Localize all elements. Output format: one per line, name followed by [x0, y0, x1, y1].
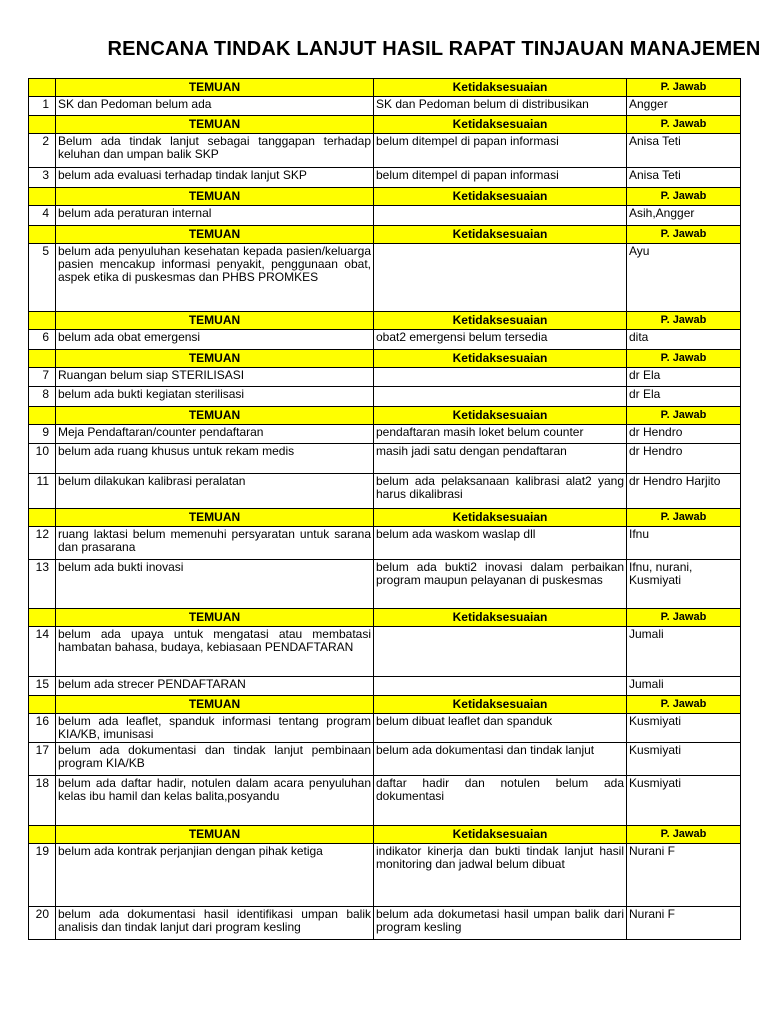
table-row: [29, 244, 741, 312]
header-pjawab: P. Jawab: [627, 350, 741, 368]
row-number: 9: [29, 425, 56, 444]
header-pjawab: P. Jawab: [627, 79, 741, 97]
temuan-cell: belum ada evaluasi terhadap tindak lanjut SKP: [56, 168, 374, 188]
header-no-cell: [29, 407, 56, 425]
header-no-cell: [29, 826, 56, 844]
ketidaksesuaian-cell: [374, 627, 627, 677]
pjawab-cell: Anisa Teti: [627, 134, 741, 168]
ketidaksesuaian-cell: [374, 244, 627, 312]
header-ketidaksesuaian: Ketidaksesuaian: [374, 826, 627, 844]
header-ketidaksesuaian: Ketidaksesuaian: [374, 188, 627, 206]
header-temuan: TEMUAN: [56, 509, 374, 527]
header-ketidaksesuaian: Ketidaksesuaian: [374, 509, 627, 527]
temuan-cell: belum ada bukti kegiatan sterilisasi: [56, 387, 374, 407]
pjawab-cell: dita: [627, 330, 741, 350]
table-row: [29, 714, 741, 743]
header-temuan: TEMUAN: [56, 116, 374, 134]
header-row: [29, 79, 741, 97]
row-number: 20: [29, 907, 56, 940]
pjawab-cell: dr Ela: [627, 368, 741, 387]
header-temuan: TEMUAN: [56, 696, 374, 714]
row-number: 16: [29, 714, 56, 743]
page-title-text: RENCANA TINDAK LANJUT HASIL RAPAT TINJAUAN MANAJEMEN: [107, 38, 761, 60]
ketidaksesuaian-cell: obat2 emergensi belum tersedia: [374, 330, 627, 350]
header-row: [29, 188, 741, 206]
temuan-cell: belum ada upaya untuk mengatasi atau membatasi hambatan bahasa, budaya, kebiasaan PENDAFTARAN: [56, 627, 374, 677]
temuan-cell: belum ada peraturan internal: [56, 206, 374, 226]
pjawab-cell: Nurani F: [627, 844, 741, 907]
header-no-cell: [29, 312, 56, 330]
temuan-cell: Belum ada tindak lanjut sebagai tanggapan terhadap keluhan dan umpan balik SKP: [56, 134, 374, 168]
pjawab-cell: Nurani F: [627, 907, 741, 940]
table-row: [29, 330, 741, 350]
header-temuan: TEMUAN: [56, 312, 374, 330]
pjawab-cell: dr Hendro: [627, 425, 741, 444]
header-pjawab: P. Jawab: [627, 696, 741, 714]
pjawab-cell: Kusmiyati: [627, 743, 741, 776]
ketidaksesuaian-cell: belum ada dokumentasi dan tindak lanjut: [374, 743, 627, 776]
ketidaksesuaian-cell: daftar hadir dan notulen belum ada dokumentasi: [374, 776, 627, 826]
temuan-cell: belum ada strecer PENDAFTARAN: [56, 677, 374, 696]
ketidaksesuaian-cell: belum ada waskom waslap dll: [374, 527, 627, 560]
table-row: [29, 387, 741, 407]
table-row: [29, 560, 741, 609]
header-temuan: TEMUAN: [56, 826, 374, 844]
table-row: [29, 97, 741, 116]
findings-table: [28, 78, 741, 940]
pjawab-cell: Ayu: [627, 244, 741, 312]
row-number: 13: [29, 560, 56, 609]
header-row: [29, 609, 741, 627]
table-row: [29, 425, 741, 444]
table-row: [29, 776, 741, 826]
header-no-cell: [29, 696, 56, 714]
header-no-cell: [29, 116, 56, 134]
table-row: [29, 368, 741, 387]
pjawab-cell: Anisa Teti: [627, 168, 741, 188]
header-temuan: TEMUAN: [56, 188, 374, 206]
header-temuan: TEMUAN: [56, 226, 374, 244]
header-row: [29, 696, 741, 714]
row-number: 5: [29, 244, 56, 312]
header-temuan: TEMUAN: [56, 407, 374, 425]
header-row: [29, 826, 741, 844]
header-row: [29, 226, 741, 244]
pjawab-cell: Kusmiyati: [627, 714, 741, 743]
temuan-cell: SK dan Pedoman belum ada: [56, 97, 374, 116]
pjawab-cell: Ifnu: [627, 527, 741, 560]
row-number: 6: [29, 330, 56, 350]
header-row: [29, 509, 741, 527]
pjawab-cell: dr Hendro Harjito: [627, 474, 741, 509]
ketidaksesuaian-cell: [374, 206, 627, 226]
header-pjawab: P. Jawab: [627, 188, 741, 206]
table-row: [29, 444, 741, 474]
page-title: [0, 38, 768, 61]
row-number: 19: [29, 844, 56, 907]
ketidaksesuaian-cell: pendaftaran masih loket belum counter: [374, 425, 627, 444]
table-row: [29, 743, 741, 776]
ketidaksesuaian-cell: belum ada bukti2 inovasi dalam perbaikan program maupun pelayanan di puskesmas: [374, 560, 627, 609]
header-no-cell: [29, 188, 56, 206]
ketidaksesuaian-cell: [374, 368, 627, 387]
temuan-cell: ruang laktasi belum memenuhi persyaratan untuk sarana dan prasarana: [56, 527, 374, 560]
header-temuan: TEMUAN: [56, 609, 374, 627]
temuan-cell: belum ada penyuluhan kesehatan kepada pasien/keluarga pasien mencakup informasi penyakit, penggunaan obat, aspek etika di puskesmas dan PHBS PROMKES: [56, 244, 374, 312]
row-number: 15: [29, 677, 56, 696]
ketidaksesuaian-cell: [374, 677, 627, 696]
row-number: 17: [29, 743, 56, 776]
ketidaksesuaian-cell: belum ada pelaksanaan kalibrasi alat2 yang harus dikalibrasi: [374, 474, 627, 509]
ketidaksesuaian-cell: masih jadi satu dengan pendaftaran: [374, 444, 627, 474]
header-ketidaksesuaian: Ketidaksesuaian: [374, 696, 627, 714]
table-row: [29, 844, 741, 907]
header-no-cell: [29, 79, 56, 97]
row-number: 3: [29, 168, 56, 188]
row-number: 7: [29, 368, 56, 387]
row-number: 4: [29, 206, 56, 226]
header-row: [29, 407, 741, 425]
temuan-cell: belum ada obat emergensi: [56, 330, 374, 350]
ketidaksesuaian-cell: belum ada dokumetasi hasil umpan balik dari program kesling: [374, 907, 627, 940]
header-ketidaksesuaian: Ketidaksesuaian: [374, 79, 627, 97]
ketidaksesuaian-cell: SK dan Pedoman belum di distribusikan: [374, 97, 627, 116]
temuan-cell: belum ada dokumentasi hasil identifikasi umpan balik analisis dan tindak lanjut dari program kesling: [56, 907, 374, 940]
table-row: [29, 627, 741, 677]
pjawab-cell: Angger: [627, 97, 741, 116]
pjawab-cell: Kusmiyati: [627, 776, 741, 826]
temuan-cell: belum ada daftar hadir, notulen dalam acara penyuluhan kelas ibu hamil dan kelas balita,posyandu: [56, 776, 374, 826]
header-ketidaksesuaian: Ketidaksesuaian: [374, 350, 627, 368]
temuan-cell: belum ada bukti inovasi: [56, 560, 374, 609]
header-ketidaksesuaian: Ketidaksesuaian: [374, 609, 627, 627]
header-ketidaksesuaian: Ketidaksesuaian: [374, 312, 627, 330]
table-row: [29, 527, 741, 560]
pjawab-cell: Asih,Angger: [627, 206, 741, 226]
header-pjawab: P. Jawab: [627, 826, 741, 844]
header-temuan: TEMUAN: [56, 350, 374, 368]
header-row: [29, 116, 741, 134]
ketidaksesuaian-cell: belum ditempel di papan informasi: [374, 168, 627, 188]
header-pjawab: P. Jawab: [627, 509, 741, 527]
header-ketidaksesuaian: Ketidaksesuaian: [374, 226, 627, 244]
table-row: [29, 907, 741, 940]
header-temuan: TEMUAN: [56, 79, 374, 97]
header-no-cell: [29, 509, 56, 527]
header-pjawab: P. Jawab: [627, 226, 741, 244]
row-number: 11: [29, 474, 56, 509]
header-pjawab: P. Jawab: [627, 407, 741, 425]
pjawab-cell: Jumali: [627, 677, 741, 696]
temuan-cell: belum ada dokumentasi dan tindak lanjut pembinaan program KIA/KB: [56, 743, 374, 776]
row-number: 8: [29, 387, 56, 407]
row-number: 10: [29, 444, 56, 474]
table-row: [29, 677, 741, 696]
temuan-cell: Meja Pendaftaran/counter pendaftaran: [56, 425, 374, 444]
pjawab-cell: Jumali: [627, 627, 741, 677]
temuan-cell: belum ada ruang khusus untuk rekam medis: [56, 444, 374, 474]
table-row: [29, 206, 741, 226]
ketidaksesuaian-cell: indikator kinerja dan bukti tindak lanjut hasil monitoring dan jadwal belum dibuat: [374, 844, 627, 907]
pjawab-cell: dr Ela: [627, 387, 741, 407]
header-pjawab: P. Jawab: [627, 609, 741, 627]
header-pjawab: P. Jawab: [627, 312, 741, 330]
header-pjawab: P. Jawab: [627, 116, 741, 134]
header-no-cell: [29, 609, 56, 627]
row-number: 2: [29, 134, 56, 168]
table-row: [29, 474, 741, 509]
header-no-cell: [29, 226, 56, 244]
row-number: 18: [29, 776, 56, 826]
temuan-cell: Ruangan belum siap STERILISASI: [56, 368, 374, 387]
header-ketidaksesuaian: Ketidaksesuaian: [374, 116, 627, 134]
row-number: 14: [29, 627, 56, 677]
row-number: 1: [29, 97, 56, 116]
ketidaksesuaian-cell: belum ditempel di papan informasi: [374, 134, 627, 168]
temuan-cell: belum ada leaflet, spanduk informasi tentang program KIA/KB, imunisasi: [56, 714, 374, 743]
header-no-cell: [29, 350, 56, 368]
row-number: 12: [29, 527, 56, 560]
ketidaksesuaian-cell: belum dibuat leaflet dan spanduk: [374, 714, 627, 743]
ketidaksesuaian-cell: [374, 387, 627, 407]
header-ketidaksesuaian: Ketidaksesuaian: [374, 407, 627, 425]
temuan-cell: belum ada kontrak perjanjian dengan pihak ketiga: [56, 844, 374, 907]
header-row: [29, 312, 741, 330]
temuan-cell: belum dilakukan kalibrasi peralatan: [56, 474, 374, 509]
table-row: [29, 168, 741, 188]
pjawab-cell: dr Hendro: [627, 444, 741, 474]
table-row: [29, 134, 741, 168]
header-row: [29, 350, 741, 368]
pjawab-cell: Ifnu, nurani, Kusmiyati: [627, 560, 741, 609]
